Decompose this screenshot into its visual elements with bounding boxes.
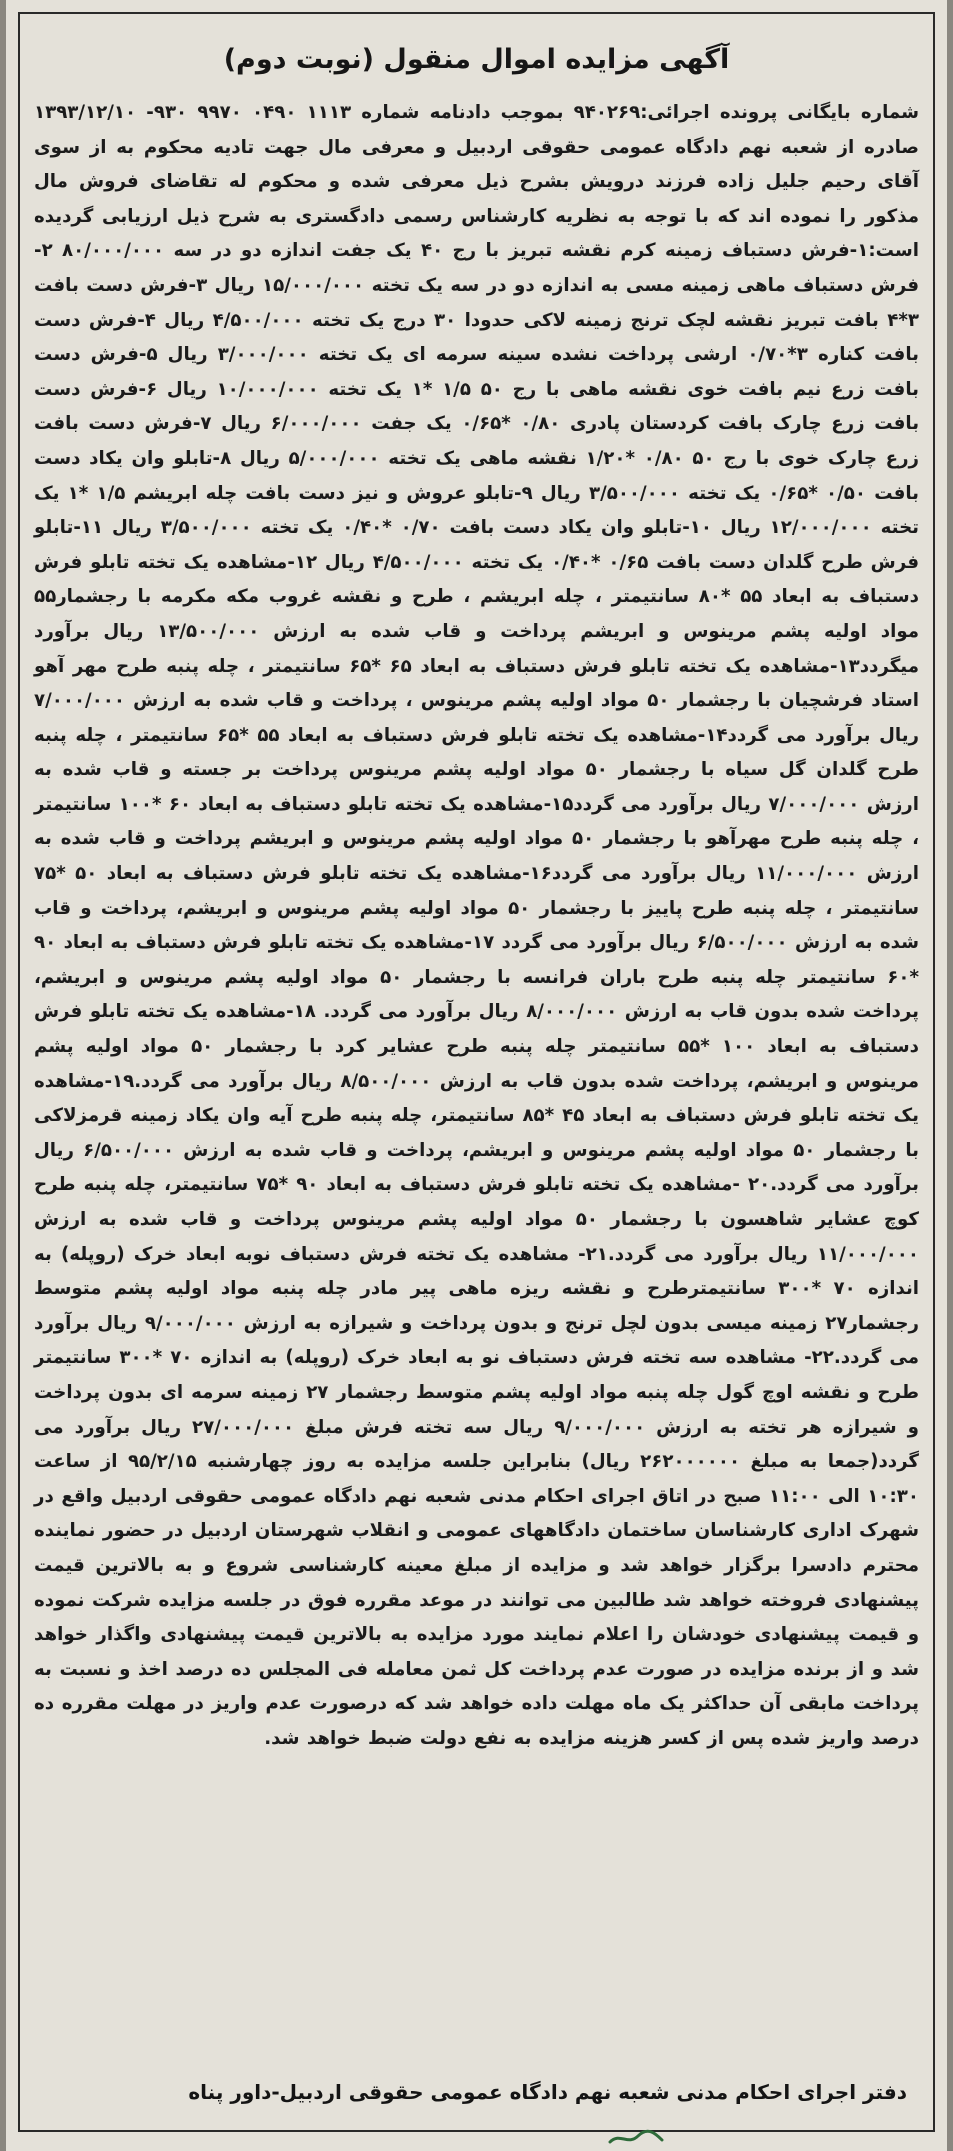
notice-body: شماره بایگانی پرونده اجرائی:۹۴۰۲۶۹ بموجب دادنامه شماره ۱۱۱۳ ۰۴۹۰ ۹۹۷۰ ۹۳۰- ۱۳۹۳/۱۲/۱۰ صادره از شعبه نهم دادگاه عمومی حقوقی اردبیل و معرفی مال جهت تادیه محکوم به از سوی آقای رحیم جلیل زاده فرزند درویش بشرح ذیل معرفی شده و محکوم له تقاضای فروش مال مذکور را نموده اند که با توجه به نظریه کارشناس رسمی دادگستری به شرح ذیل ارزیابی گردیده است:۱-فرش دستباف زمینه کرم نقشه تبریز با رج ۴۰ یک جفت اندازه دو در سه ۸۰/۰۰۰/۰۰۰ ۲-فرش دستباف ماهی زمینه مسی به اندازه دو در سه یک تخته ۱۵/۰۰۰/۰۰۰ ریال ۳-فرش دست بافت ۳*۴ بافت تبریز نقشه لچک ترنج زمینه لاکی حدودا ۳۰ درج یک تخته ۴/۵۰۰/۰۰۰ ریال ۴-فرش دست بافت کناره ۳*۰/۷۰ ارشی پرداخت نشده سینه سرمه ای یک تخته ۳/۰۰۰/۰۰۰ ریال ۵-فرش دست بافت زرع نیم بافت خوی نقشه ماهی با رج ۵۰ ۱/۵ *۱ یک تخته ۱۰/۰۰۰/۰۰۰ ریال ۶-فرش دست بافت زرع چارک بافت کردستان پادری ۰/۸۰ *۰/۶۵ یک جفت ۶/۰۰۰/۰۰۰ ریال ۷-فرش دست بافت زرع چارک خوی با رج ۵۰ ۰/۸۰ *۱/۲۰ نقشه ماهی یک تخته ۵/۰۰۰/۰۰۰ ریال ۸-تابلو وان یکاد دست بافت ۰/۵۰ *۰/۶۵ یک تخته ۳/۵۰۰/۰۰۰ ریال ۹-تابلو عروش و نیز دست بافت چله ابریشم ۱/۵ *۱ یک تخته ۱۲/۰۰۰/۰۰۰ ریال ۱۰-تابلو وان یکاد دست بافت ۰/۷۰ *۰/۴۰ یک تخته ۳/۵۰۰/۰۰۰ ریال ۱۱-تابلو فرش طرح گلدان دست بافت ۰/۶۵ *۰/۴۰ یک تخته ۴/۵۰۰/۰۰۰ ریال ۱۲-مشاهده یک تخته تابلو فرش دستباف به ابعاد ۵۵ *۸۰ سانتیمتر ، چله ابریشم ، طرح و نقشه غروب مکه مکرمه با رجشمار۵۵ مواد اولیه پشم مرینوس و ابریشم پرداخت و قاب شده به ارزش ۱۳/۵۰۰/۰۰۰ ریال برآورد میگردد۱۳-مشاهده یک تخته تابلو فرش دستباف به ابعاد ۶۵ *۶۵ سانتیمتر ، چله پنبه طرح مهر آهو استاد فرشچیان با رجشمار ۵۰ مواد اولیه پشم مرینوس ، پرداخت و قاب شده به ارزش ۷/۰۰۰/۰۰۰ ریال برآورد می گردد۱۴-مشاهده یک تخته تابلو فرش دستباف به ابعاد ۵۵ *۶۵ سانتیمتر ، چله پنبه طرح گلدان گل سیاه با رجشمار ۵۰ مواد اولیه پشم مرینوس پرداخت بر جسته و قاب شده به ارزش ۷/۰۰۰/۰۰۰ ریال برآورد می گردد۱۵-مشاهده یک تخته تابلو دستباف به ابعاد ۶۰ *۱۰۰ سانتیمتر ، چله پنبه طرح مهرآهو با رجشمار ۵۰ مواد اولیه پشم مرینوس و ابریشم پرداخت و قاب شده به ارزش ۱۱/۰۰۰/۰۰۰ ریال برآورد می گردد۱۶-مشاهده یک تخته تابلو فرش دستباف به ابعاد ۵۰ *۷۵ سانتیمتر ، چله پنبه طرح پاییز با رجشمار ۵۰ مواد اولیه پشم مرینوس و ابریشم، پرداخت و قاب شده به ارزش ۶/۵۰۰/۰۰۰ ریال برآورد می گردد ۱۷-مشاهده یک تخته تابلو فرش دستباف به ابعاد ۹۰ *۶۰ سانتیمتر چله پنبه طرح باران فرانسه با رجشمار ۵۰ مواد اولیه پشم مرینوس و ابریشم، پرداخت شده بدون قاب به ارزش ۸/۰۰۰/۰۰۰ ریال برآورد می گردد. ۱۸-مشاهده یک تخته تابلو فرش دستباف به ابعاد ۱۰۰ *۵۵ سانتیمتر چله پنبه طرح عشایر کرد با رجشمار ۵۰ مواد اولیه پشم مرینوس و ابریشم، پرداخت شده بدون قاب به ارزش ۸/۵۰۰/۰۰۰ ریال برآورد می گردد.۱۹-مشاهده یک تخته تابلو فرش دستباف به ابعاد ۴۵ *۸۵ سانتیمتر، چله پنبه طرح آیه وان یکاد زمینه قرمزلاکی با رجشمار ۵۰ مواد اولیه پشم مرینوس و ابریشم، پرداخت و قاب شده به ارزش ۶/۵۰۰/۰۰۰ ریال برآورد می گردد.۲۰ -مشاهده یک تخته تابلو فرش دستباف به ابعاد ۹۰ *۷۵ سانتیمتر، چله پنبه طرح کوچ عشایر شاهسون با رجشمار ۵۰ مواد اولیه پشم مرینوس پرداخت و قاب شده به ارزش ۱۱/۰۰۰/۰۰۰ ریال برآورد می گردد.۲۱- مشاهده یک تخته فرش دستباف نوبه ابعاد خرک (روپله) به اندازه ۷۰ *۳۰۰ سانتیمترطرح و نقشه ریزه ماهی پیر مادر چله پنبه مواد اولیه پشم متوسط رجشمار۲۷ زمینه میسی بدون لچل ترنج و بدون پرداخت و شیرازه به ارزش ۹/۰۰۰/۰۰۰ ریال برآورد می گردد.۲۲- مشاهده سه تخته فرش دستباف نو به ابعاد خرک (روپله) به اندازه ۷۰ *۳۰۰ سانتیمتر طرح و نقشه اوچ گول چله پنبه مواد اولیه پشم متوسط رجشمار ۲۷ زمینه سرمه ای بدون پرداخت و شیرازه هر تخته به ارزش ۹/۰۰۰/۰۰۰ ریال سه تخته فرش مبلغ ۲۷/۰۰۰/۰۰۰ ریال برآورد می گردد(جمعا به مبلغ ۲۶۲۰۰۰۰۰۰ ریال) بنابراین جلسه مزایده به روز چهارشنبه ۹۵/۲/۱۵ از ساعت ۱۰:۳۰ الی ۱۱:۰۰ صبح در اتاق اجرای احکام مدنی شعبه نهم دادگاه عمومی حقوقی اردبیل واقع در شهرک اداری کارشناسان ساختمان دادگاههای عمومی و انقلاب شهرستان اردبیل در حضور نماینده محترم دادسرا برگزار خواهد شد و مزایده از مبلغ معینه کارشناسی شروع و به بالاترین قیمت پیشنهادی فروخته خواهد شد طالبین می توانند در موعد مقرره فوق در جلسه مزایده شرکت نموده و قیمت پیشنهادی خودشان را اعلام نمایند مورد مزایده به بالاترین قیمت پیشنهادی واگذار خواهد شد و از برنده مزایده در صورت عدم پرداخت کل ثمن معامله فی المجلس ده درصد اخذ و نسبت به پرداخت مابقی آن حداکثر یک ماه مهلت داده خواهد شد که درصورت عدم واریز در مهلت مقرره ده درصد واریز شده پس از کسر هزینه مزایده به نفع دولت ضبط خواهد شد. [34,102,920,1749]
green-ink-mark-icon [606,2128,666,2148]
notice-signature: دفتر اجرای احکام مدنی شعبه نهم دادگاه عمومی حقوقی اردبیل-داور پناه [188,2080,907,2104]
newspaper-clipping [6,0,947,2151]
notice-title: آگهی مزایده اموال منقول (نوبت دوم) [223,44,730,75]
